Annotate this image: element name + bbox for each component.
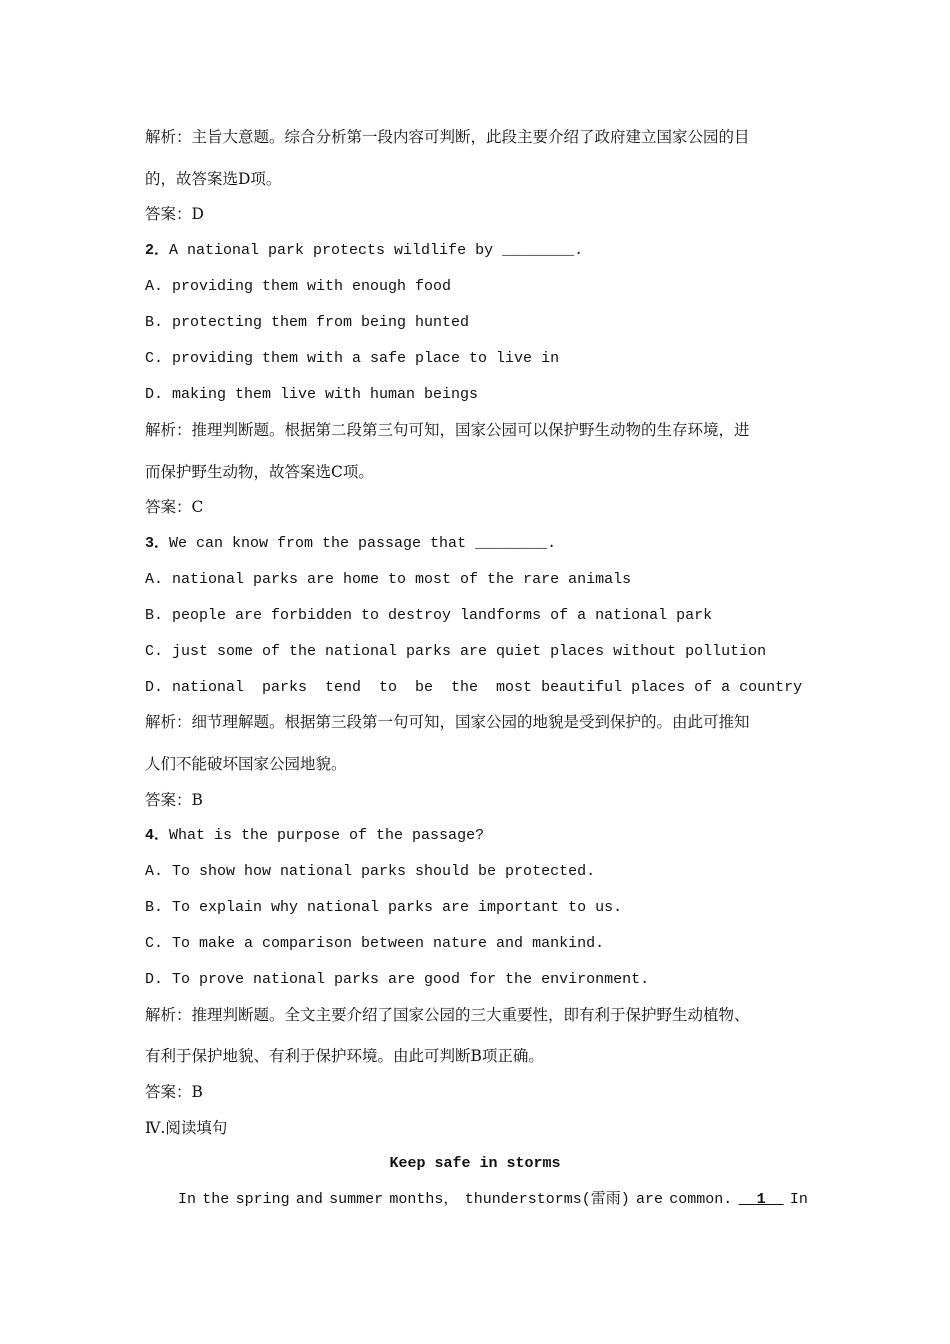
q4-option-d: D. To prove national parks are good for the environment. <box>145 971 650 988</box>
q2-stem-line <box>145 240 825 262</box>
word: summer <box>329 1191 384 1208</box>
q3-analysis-line2: 人们不能破坏国家公园地貌。 <box>145 755 347 773</box>
q2-stem: A national park protects wildlife by ________. <box>169 242 584 259</box>
q2-option-a: A. providing them with enough food <box>145 278 452 295</box>
q4-option-b: B. To explain why national parks are important to us. <box>145 899 623 916</box>
q4-number: 4． <box>145 827 170 844</box>
q3-option-b: B. people are forbidden to destroy landforms of a national park <box>145 607 713 624</box>
word: are <box>635 1191 663 1208</box>
word: months， <box>389 1191 459 1208</box>
q4-stem-line <box>145 825 825 847</box>
q4-option-c: C. To make a comparison between nature and mankind. <box>145 935 605 952</box>
word: In <box>789 1191 808 1208</box>
q3-analysis-line1: 解析：细节理解题。根据第三段第一句可知，国家公园的地貌是受到保护的。由此可推知 <box>145 713 750 731</box>
q4-analysis-line2: 有利于保护地貌、有利于保护环境。由此可判断B项正确。 <box>145 1047 544 1065</box>
word: common. <box>669 1191 733 1208</box>
q3-answer: 答案：B <box>145 791 203 809</box>
q3-stem: We can know from the passage that ________. <box>169 535 557 552</box>
q4-analysis-line1: 解析：推理判断题。全文主要介绍了国家公园的三大重要性，即有利于保护野生动植物、 <box>145 1006 750 1024</box>
q2-option-b: B. protecting them from being hunted <box>145 314 470 331</box>
q3-option-a: A. national parks are home to most of the rare animals <box>145 571 632 588</box>
q2-option-d: D. making them live with human beings <box>145 386 479 403</box>
section-heading: Ⅳ.阅读填句 <box>145 1119 228 1137</box>
blank-1 <box>739 1189 784 1211</box>
blank-number: 1 <box>756 1191 766 1208</box>
q2-analysis-line1: 解析：推理判断题。根据第二段第三句可知，国家公园可以保护野生动物的生存环境，进 <box>145 421 750 439</box>
q3-number: 3． <box>145 535 170 552</box>
q2-analysis-line2: 而保护野生动物，故答案选C项。 <box>145 463 374 481</box>
word: and <box>295 1191 323 1208</box>
q4-answer: 答案：B <box>145 1083 203 1101</box>
q4-option-a: A. To show how national parks should be protected. <box>145 863 596 880</box>
passage-first-line <box>178 1189 808 1211</box>
word: the <box>202 1191 230 1208</box>
word: thunderstorms(雷雨) <box>464 1191 630 1208</box>
q4-stem: What is the purpose of the passage? <box>169 827 485 844</box>
q1-analysis-line2: 的，故答案选D项。 <box>145 170 282 188</box>
q2-number: 2． <box>145 242 170 259</box>
word: In <box>178 1191 197 1208</box>
passage-title: Keep safe in storms <box>389 1155 561 1172</box>
q1-answer: 答案：D <box>145 205 204 223</box>
q3-option-d: D. national parks tend to be the most beautiful places of a country <box>145 679 803 696</box>
q2-answer: 答案：C <box>145 498 204 516</box>
q2-option-c: C. providing them with a safe place to live in <box>145 350 560 367</box>
word: spring <box>235 1191 290 1208</box>
q3-stem-line <box>145 533 825 555</box>
q3-option-c: C. just some of the national parks are quiet places without pollution <box>145 643 767 660</box>
q1-analysis-line1: 解析：主旨大意题。综合分析第一段内容可判断，此段主要介绍了政府建立国家公园的目 <box>145 128 750 146</box>
